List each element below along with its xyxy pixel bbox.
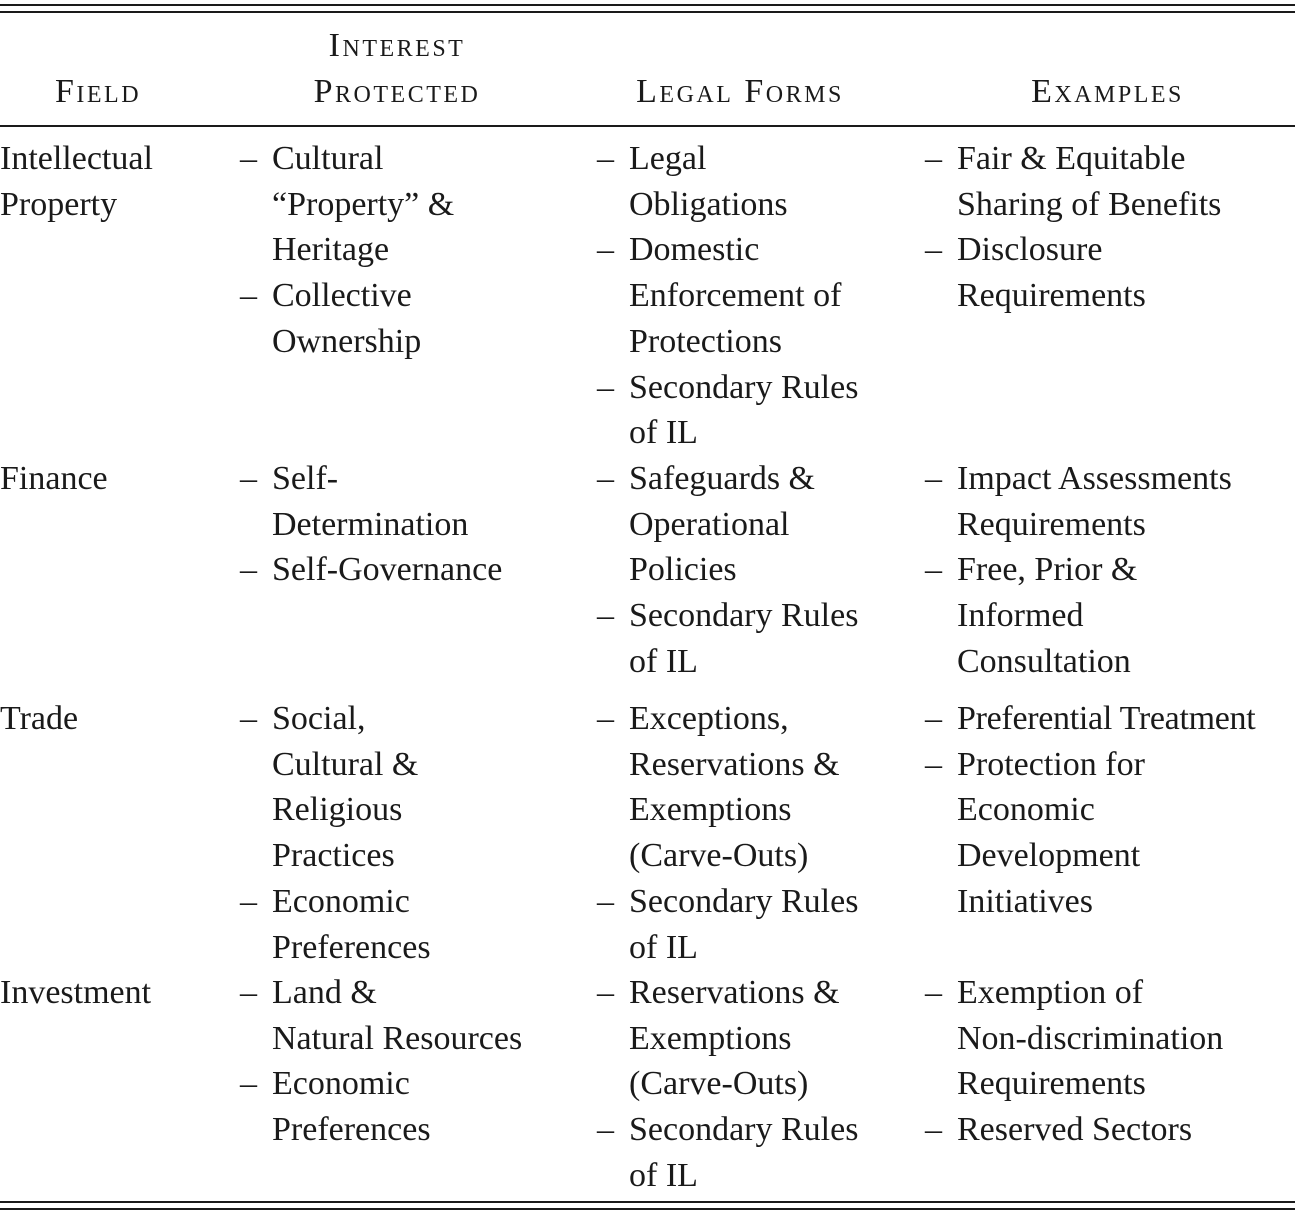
- bullet-dash: –: [597, 231, 614, 269]
- item-line: Domestic: [629, 231, 760, 269]
- bullet-dash: –: [597, 368, 614, 406]
- bullet-dash: –: [925, 974, 942, 1011]
- legal-forms-cell: [597, 136, 858, 456]
- item-line: Disclosure: [957, 231, 1103, 269]
- column-header-interest-line2: Protected: [313, 73, 481, 110]
- item-line: Cultural &: [272, 745, 419, 783]
- column-header-examples: Examples: [1031, 73, 1184, 110]
- list-item: [925, 696, 1255, 742]
- item-line: of IL: [629, 642, 698, 680]
- bullet-dash: –: [597, 597, 614, 635]
- bullet-dash: –: [240, 1065, 257, 1103]
- bullet-dash: –: [240, 974, 257, 1011]
- item-line: Operational: [629, 505, 790, 543]
- list-item: [597, 136, 858, 227]
- item-line: Legal: [629, 140, 707, 177]
- list-item: [240, 1061, 522, 1152]
- list-item: [597, 1107, 858, 1198]
- item-line: Preferential Treatment: [957, 700, 1256, 737]
- field-label: Intellectual: [0, 140, 153, 177]
- item-line: Non-discrimination: [957, 1019, 1224, 1057]
- item-line: Heritage: [272, 231, 390, 269]
- item-line: Fair & Equitable: [957, 140, 1186, 177]
- item-line: Reservations &: [629, 974, 840, 1011]
- item-line: Initiatives: [957, 882, 1093, 920]
- item-line: Development: [957, 837, 1141, 875]
- bullet-dash: –: [240, 551, 257, 589]
- item-line: Sharing of Benefits: [957, 185, 1222, 223]
- item-line: Secondary Rules: [629, 597, 859, 635]
- legal-forms-cell: [597, 970, 858, 1199]
- bullet-dash: –: [240, 277, 257, 315]
- interest-cell: [240, 696, 431, 970]
- item-line: Preferences: [272, 928, 431, 966]
- item-line: Enforcement of: [629, 277, 842, 315]
- bullet-dash: –: [925, 551, 942, 589]
- item-line: (Carve-Outs): [629, 837, 809, 875]
- list-item: [240, 879, 431, 970]
- bullet-dash: –: [597, 882, 614, 920]
- item-line: Exceptions,: [629, 700, 789, 737]
- item-line: Informed: [957, 597, 1084, 635]
- item-line: Cultural: [272, 140, 384, 177]
- item-line: Natural Resources: [272, 1019, 523, 1057]
- item-line: Economic: [957, 791, 1095, 829]
- item-line: Exemption of: [957, 974, 1144, 1011]
- bullet-dash: –: [597, 140, 614, 177]
- field-cell: [0, 696, 78, 742]
- bottom-rule: [0, 1208, 1295, 1210]
- item-line: Self-: [272, 460, 339, 497]
- header-rule: [0, 125, 1295, 127]
- field-label: Trade: [0, 700, 79, 737]
- list-item: [925, 1107, 1223, 1153]
- bullet-dash: –: [240, 460, 257, 497]
- item-line: Protections: [629, 322, 782, 360]
- item-line: Economic: [272, 1065, 410, 1103]
- item-line: Practices: [272, 837, 395, 875]
- examples-cell: [925, 970, 1223, 1153]
- field-label: Finance: [0, 460, 108, 497]
- item-line: Policies: [629, 551, 737, 589]
- item-line: Exemptions: [629, 1019, 792, 1057]
- item-line: Requirements: [957, 505, 1146, 543]
- item-line: Secondary Rules: [629, 368, 859, 406]
- item-line: Self-Governance: [272, 551, 503, 589]
- list-item: [597, 970, 858, 1107]
- column-header-legal-forms: Legal Forms: [636, 73, 844, 110]
- field-cell: [0, 970, 151, 1016]
- list-item: [597, 365, 858, 456]
- item-line: Impact Assessments: [957, 460, 1232, 497]
- item-line: of IL: [629, 928, 698, 966]
- bullet-dash: –: [240, 700, 257, 737]
- bullet-dash: –: [925, 1111, 942, 1149]
- item-line: Land &: [272, 974, 377, 1011]
- bullet-dash: –: [597, 460, 614, 497]
- bullet-dash: –: [597, 700, 614, 737]
- item-line: of IL: [629, 1156, 698, 1194]
- column-header-field: Field: [54, 73, 142, 110]
- item-line: Reservations &: [629, 745, 840, 783]
- examples-cell: [925, 456, 1232, 685]
- legal-forms-cell: [597, 696, 858, 970]
- bullet-dash: –: [597, 1111, 614, 1149]
- examples-cell: [925, 136, 1221, 319]
- top-rule-inner: [0, 11, 1295, 13]
- item-line: Economic: [272, 882, 410, 920]
- list-item: [597, 227, 858, 364]
- bullet-dash: –: [240, 140, 257, 177]
- list-item: [597, 456, 858, 593]
- list-item: [597, 696, 858, 879]
- list-item: [240, 136, 454, 273]
- list-item: [925, 970, 1223, 1107]
- interest-cell: [240, 970, 522, 1153]
- bullet-dash: –: [925, 460, 942, 497]
- bullet-dash: –: [925, 700, 942, 737]
- field-cell: [0, 136, 153, 227]
- bottom-rule-inner: [0, 1201, 1295, 1203]
- legal-forms-cell: [597, 456, 858, 685]
- list-item: [240, 696, 431, 879]
- list-item: [240, 273, 454, 364]
- list-item: [925, 136, 1221, 227]
- item-line: Requirements: [957, 1065, 1146, 1103]
- item-line: Determination: [272, 505, 469, 543]
- bullet-dash: –: [240, 882, 257, 920]
- column-header-interest-protected: [232, 23, 562, 115]
- item-line: Safeguards &: [629, 460, 816, 497]
- item-line: Religious: [272, 791, 403, 829]
- item-line: Exemptions: [629, 791, 792, 829]
- field-label-line2: Property: [0, 185, 118, 223]
- item-line: Protection for: [957, 745, 1145, 783]
- item-line: Preferences: [272, 1111, 431, 1149]
- list-item: [597, 593, 858, 684]
- list-item: [925, 227, 1221, 318]
- list-item: [925, 547, 1232, 684]
- item-line: Obligations: [629, 185, 788, 223]
- item-line: of IL: [629, 414, 698, 452]
- item-line: “Property” &: [272, 185, 455, 223]
- list-item: [597, 879, 858, 970]
- item-line: Free, Prior &: [957, 551, 1138, 589]
- bullet-dash: –: [925, 140, 942, 177]
- column-header-interest-line1: Interest: [328, 27, 466, 64]
- item-line: Collective: [272, 277, 412, 315]
- field-cell: [0, 456, 108, 502]
- item-line: Ownership: [272, 322, 422, 360]
- list-item: [240, 456, 502, 547]
- interest-cell: [240, 456, 502, 593]
- list-item: [240, 547, 502, 593]
- list-item: [925, 742, 1255, 925]
- bullet-dash: –: [925, 231, 942, 269]
- top-rule: [0, 4, 1295, 6]
- item-line: Secondary Rules: [629, 1111, 859, 1149]
- interest-cell: [240, 136, 454, 365]
- item-line: Consultation: [957, 642, 1131, 680]
- examples-cell: [925, 696, 1255, 925]
- item-line: Secondary Rules: [629, 882, 859, 920]
- item-line: (Carve-Outs): [629, 1065, 809, 1103]
- list-item: [925, 456, 1232, 547]
- bullet-dash: –: [597, 974, 614, 1011]
- item-line: Reserved Sectors: [957, 1111, 1193, 1149]
- list-item: [240, 970, 522, 1061]
- item-line: Social,: [272, 700, 366, 737]
- bullet-dash: –: [925, 745, 942, 783]
- item-line: Requirements: [957, 277, 1146, 315]
- field-label: Investment: [0, 974, 152, 1011]
